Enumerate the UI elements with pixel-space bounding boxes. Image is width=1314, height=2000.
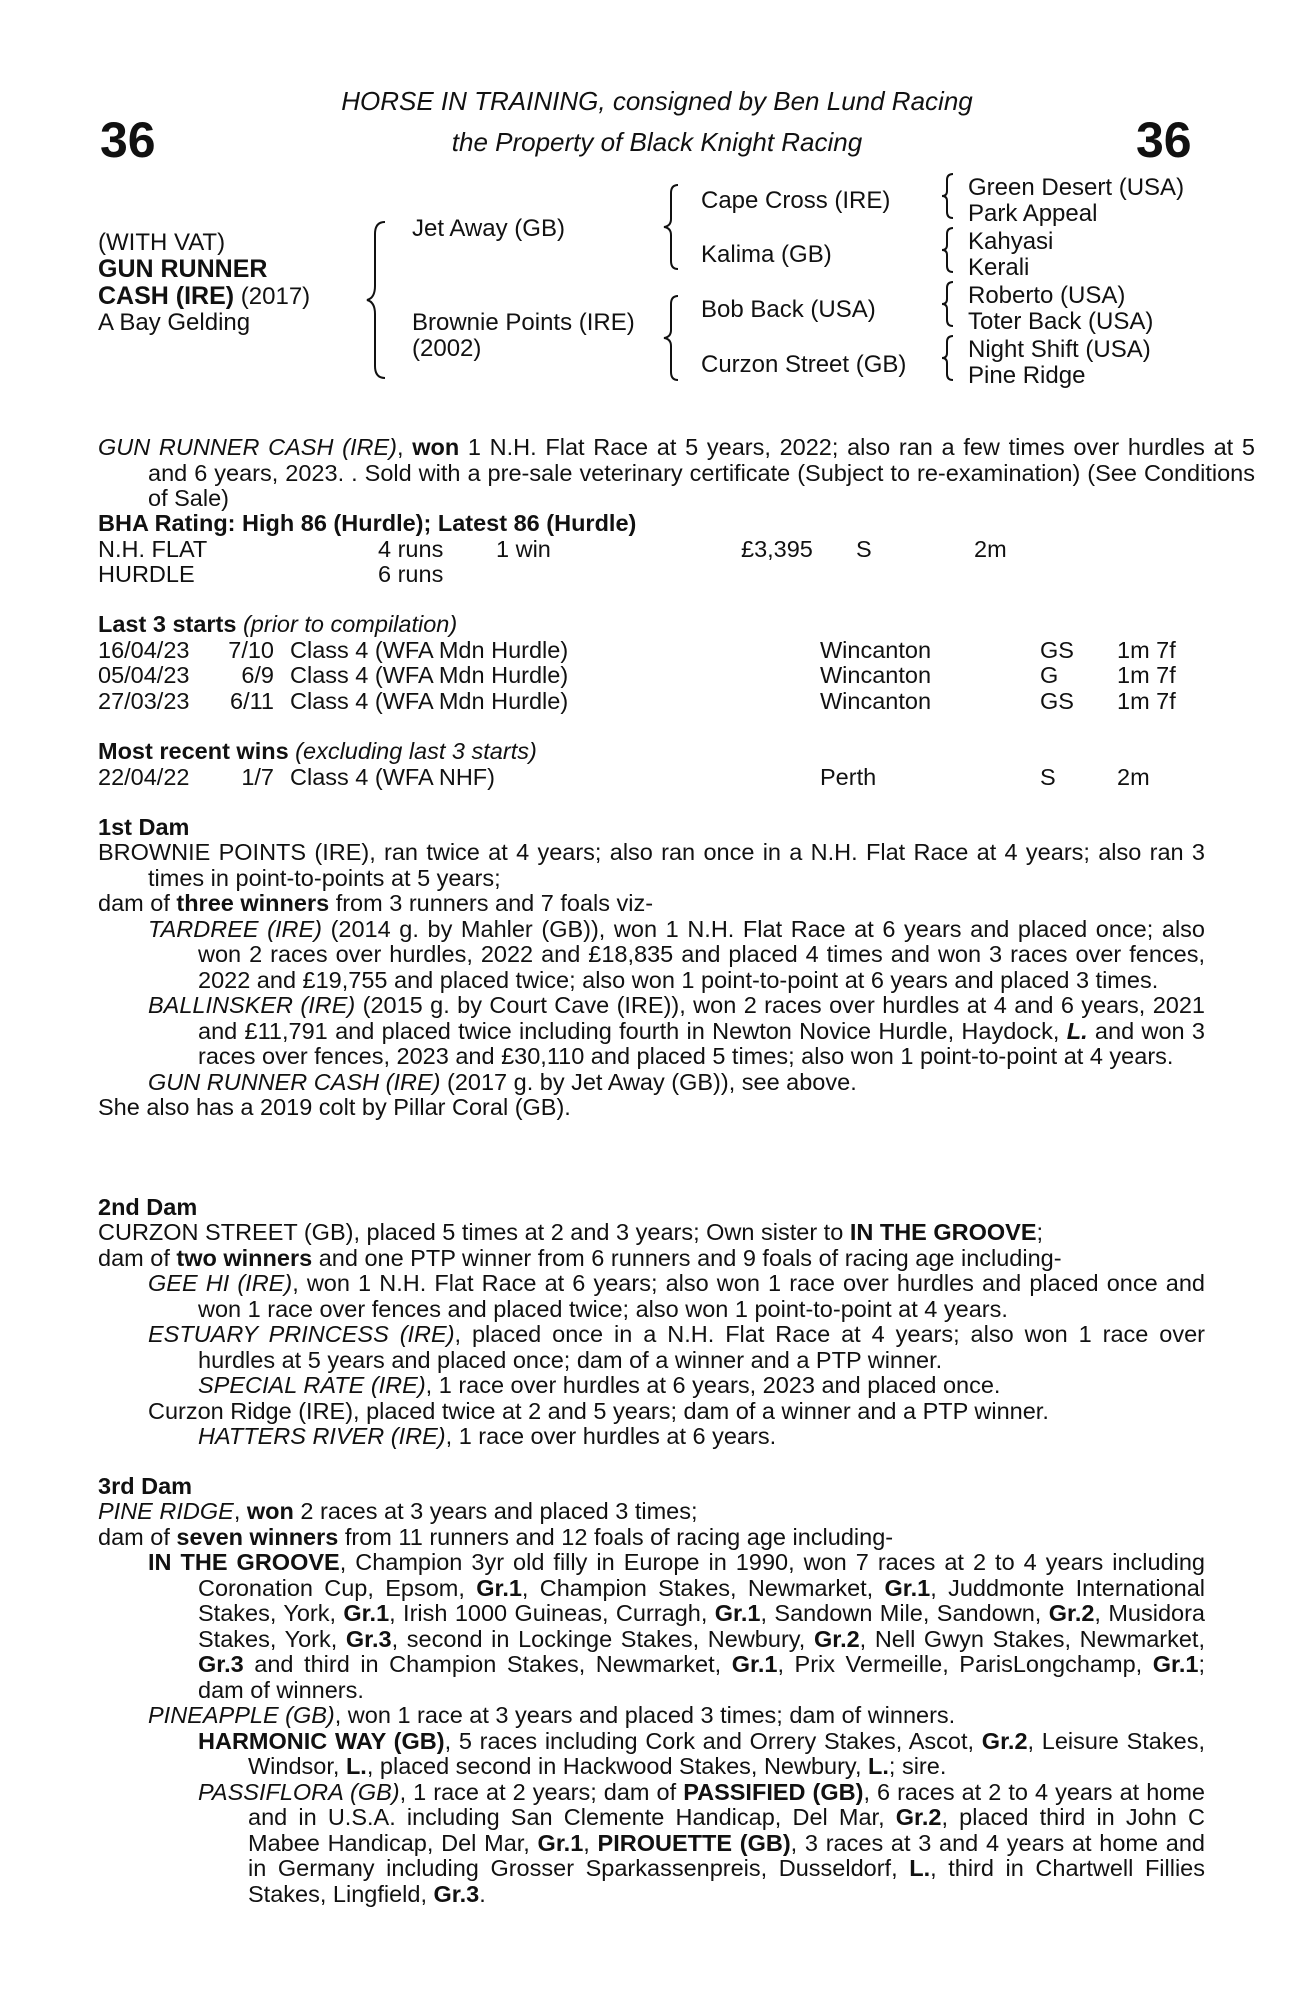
dam-dam: Curzon Street (GB) xyxy=(701,351,907,378)
dam-dam-dam: Pine Ridge xyxy=(968,362,1086,389)
dam: Brownie Points (IRE) xyxy=(412,309,635,336)
dam3-body: PINE RIDGE, won 2 races at 3 years and placed 3 times; dam of seven winners from 11 runners and 12 foals of racing age including- IN THE GROOVE, Champion 3yr old filly in Europe in 1990, won 7 races at 2 to 4 years including Coronation Cup, Epsom, Gr.1, Champion Stakes, Newmarket, Gr.1, Juddmonte International Stakes, York, Gr.1, Irish 1000 Guineas, Curragh, Gr.1, Sandown Mile, Sandown, Gr.2, Musidora Stakes, York, Gr.3, second in Lockinge Stakes, Newbury, Gr.2, Nell Gwyn Stakes, Newmarket, Gr.3 and third in Champion Stakes, Newmarket, Gr.1, Prix Vermeille, ParisLongchamp, Gr.1; dam of winners. PINEAPPLE (GB), won 1 race at 3 years and placed 3 times; dam of winners. HARMONIC WAY (GB), 5 races including Cork and Orrery Stakes, Ascot, Gr.2, Leisure Stakes, Windsor, L., placed second in Hackwood Stakes, Newbury, L.; sire. PASSIFLORA (GB), 1 race at 2 years; dam of PASSIFIED (GB), 6 races at 2 to 4 years at home and in U.S.A. including San Clemente Handicap, Del Mar, Gr.2, placed third in John C Mabee Handicap, Del Mar, Gr.1, PIROUETTE (GB), 3 races at 3 and 4 years at home and in Germany including Grosser Sparkassenpreis, Dusseldorf, L., third in Chartwell Fillies Stakes, Lingfield, Gr.3. xyxy=(98,1498,1206,1907)
last3-row: 16/04/23 7/10 Class 4 (WFA Mdn Hurdle) Wincanton GS 1m 7f xyxy=(98,637,1176,663)
sire-dam-dam: Kerali xyxy=(968,254,1030,281)
produce-passiflora: PASSIFLORA (GB), 1 race at 2 years; dam of PASSIFIED (GB), 6 races at 2 to 4 years at home and in U.S.A. including San Clemente Handicap, Del Mar, Gr.2, placed third in John C Mabee Handicap, Del Mar, Gr.1, PIROUETTE (GB), 3 races at 3 and 4 years at home and in Germany including Grosser Sparkassenpreis, Dusseldorf, L., third in Chartwell Fillies Stakes, Lingfield, Gr.3. xyxy=(198,1778,1206,1907)
horse-description: A Bay Gelding xyxy=(98,309,251,336)
pedigree-brace-3 xyxy=(662,294,682,382)
dam2-heading: 2nd Dam xyxy=(98,1194,198,1220)
sire-sire: Cape Cross (IRE) xyxy=(701,187,891,214)
pedigree-brace-2 xyxy=(662,183,682,271)
produce-ballinsker: BALLINSKER (IRE) (2015 g. by Court Cave (IRE)), won 2 races over hurdles at 4 and 6 years, 2021 and £11,791 and placed twice including fourth in Newton Novice Hurdle, Haydock, L. and won 3 races over fences, 2023 and £30,110 and placed 5 times; also won 1 point-to-point at 4 years. xyxy=(148,992,1205,1069)
pedigree-brace-6 xyxy=(940,280,956,328)
produce-gee-hi: GEE HI (IRE), won 1 N.H. Flat Race at 6 years; also won 1 race over hurdles and placed once and won 1 race over fences and placed twice; also won 1 point-to-point at 4 years. xyxy=(148,1270,1205,1322)
lot-number-left: 36 xyxy=(100,112,156,168)
race-summary: GUN RUNNER CASH (IRE), won 1 N.H. Flat Race at 5 years, 2022; also ran a few times over hurdles at 5 and 6 years, 2023. . Sold with a pre-sale veterinary certificate (Subject to re-examination) (See Conditions of Sale) xyxy=(98,434,1255,511)
vat-note: (WITH VAT) xyxy=(98,229,226,256)
last3-row: 27/03/23 6/11 Class 4 (WFA Mdn Hurdle) Wincanton GS 1m 7f xyxy=(98,688,1176,714)
produce-hatters-river: HATTERS RIVER (IRE), 1 race over hurdles at 6 years. xyxy=(198,1423,777,1449)
sire: Jet Away (GB) xyxy=(412,215,565,242)
dam3-heading: 3rd Dam xyxy=(98,1473,193,1499)
recent-wins-heading: Most recent wins (excluding last 3 starts) xyxy=(98,738,537,764)
produce-gun-runner-cash: GUN RUNNER CASH (IRE) (2017 g. by Jet Away (GB)), see above. xyxy=(148,1068,857,1095)
recent-win-row: 22/04/22 1/7 Class 4 (WFA NHF) Perth S 2m xyxy=(98,764,1150,790)
record-row: HURDLE 6 runs xyxy=(98,561,444,587)
dam1-body: BROWNIE POINTS (IRE), ran twice at 4 years; also ran once in a N.H. Flat Race at 4 years; also ran 3 times in point-to-points at 5 years; dam of three winners from 3 runners and 7 foals viz- TARDREE (IRE) (2014 g. by Mahler (GB)), won 1 N.H. Flat Race at 6 years and placed once; also won 2 races over hurdles, 2022 and £18,835 and placed 4 times and won 3 races over fences, 2022 and £19,755 and placed twice; also won 1 point-to-point at 6 years and placed 3 times. BALLINSKER (IRE) (2015 g. by Court Cave (IRE)), won 2 races over hurdles at 4 and 6 years, 2021 and £11,791 and placed twice including fourth in Newton Novice Hurdle, Haydock, L. and won 3 races over fences, 2023 and £30,110 and placed 5 times; also won 1 point-to-point at 4 years. GUN RUNNER CASH (IRE) (2017 g. by Jet Away (GB)), see above. She also has a 2019 colt by Pillar Coral (GB). xyxy=(98,839,1205,1120)
header-property: the Property of Black Knight Racing xyxy=(451,127,863,157)
header-consignor: HORSE IN TRAINING, consigned by Ben Lund Racing xyxy=(341,86,973,116)
dam-dam-sire: Night Shift (USA) xyxy=(968,336,1151,363)
last3-row: 05/04/23 6/9 Class 4 (WFA Mdn Hurdle) Wincanton G 1m 7f xyxy=(98,662,1176,688)
pedigree-brace-5 xyxy=(940,226,956,274)
sire-sire-sire: Green Desert (USA) xyxy=(968,174,1185,201)
record-row: N.H. FLAT 4 runs 1 win £3,395 S 2m xyxy=(98,536,1007,562)
lot-number-right: 36 xyxy=(1136,112,1192,168)
last3-heading: Last 3 starts (prior to compilation) xyxy=(98,611,458,637)
dam-year: (2002) xyxy=(412,335,482,362)
pedigree-brace-7 xyxy=(940,334,956,382)
produce-estuary-princess: ESTUARY PRINCESS (IRE), placed once in a N.H. Flat Race at 4 years; also won 1 race over hurdles at 5 years and placed once; dam of a winner and a PTP winner. xyxy=(148,1321,1205,1373)
dam-sire-dam: Toter Back (USA) xyxy=(968,308,1154,335)
produce-in-the-groove: IN THE GROOVE, Champion 3yr old filly in Europe in 1990, won 7 races at 2 to 4 years including Coronation Cup, Epsom, Gr.1, Champion Stakes, Newmarket, Gr.1, Juddmonte International Stakes, York, Gr.1, Irish 1000 Guineas, Curragh, Gr.1, Sandown Mile, Sandown, Gr.2, Musidora Stakes, York, Gr.3, second in Lockinge Stakes, Newbury, Gr.2, Nell Gwyn Stakes, Newmarket, Gr.3 and third in Champion Stakes, Newmarket, Gr.1, Prix Vermeille, ParisLongchamp, Gr.1; dam of winners. xyxy=(148,1549,1205,1703)
sire-sire-dam: Park Appeal xyxy=(968,200,1098,227)
dam-sire-sire: Roberto (USA) xyxy=(968,282,1126,309)
produce-harmonic-way: HARMONIC WAY (GB), 5 races including Cork and Orrery Stakes, Ascot, Gr.2, Leisure Stakes, Windsor, L., placed second in Hackwood Stakes, Newbury, L.; sire. xyxy=(198,1727,1205,1779)
sire-dam: Kalima (GB) xyxy=(701,241,832,268)
pedigree-brace-1 xyxy=(365,220,389,380)
sire-dam-sire: Kahyasi xyxy=(968,228,1054,255)
dam2-body: CURZON STREET (GB), placed 5 times at 2 and 3 years; Own sister to IN THE GROOVE; dam of two winners and one PTP winner from 6 runners and 9 foals of racing age including- GEE HI (IRE), won 1 N.H. Flat Race at 6 years; also won 1 race over hurdles and placed once and won 1 race over fences and placed twice; also won 1 point-to-point at 4 years. ESTUARY PRINCESS (IRE), placed once in a N.H. Flat Race at 4 years; also won 1 race over hurdles at 5 years and placed once; dam of a winner and a PTP winner. SPECIAL RATE (IRE), 1 race over hurdles at 6 years, 2023 and placed once. Curzon Ridge (IRE), placed twice at 2 and 5 years; dam of a winner and a PTP winner. HATTERS RIVER (IRE), 1 race over hurdles at 6 years. xyxy=(98,1219,1205,1449)
dam-sire: Bob Back (USA) xyxy=(701,296,876,323)
dam1-heading: 1st Dam xyxy=(98,814,190,840)
horse-name-line2: CASH (IRE) (2017) xyxy=(98,282,311,310)
bha-rating: BHA Rating: High 86 (Hurdle); Latest 86 (Hurdle) xyxy=(98,510,637,536)
produce-special-rate: SPECIAL RATE (IRE), 1 race over hurdles at 6 years, 2023 and placed once. xyxy=(198,1372,1001,1398)
pedigree-brace-4 xyxy=(940,172,956,220)
produce-pineapple: PINEAPPLE (GB), won 1 race at 3 years and placed 3 times; dam of winners. xyxy=(148,1702,956,1728)
produce-tardree: TARDREE (IRE) (2014 g. by Mahler (GB)), won 1 N.H. Flat Race at 6 years and placed once; also won 2 races over hurdles, 2022 and £18,835 and placed 4 times and won 3 races over fences, 2022 and £19,755 and placed twice; also won 1 point-to-point at 6 years and placed 3 times. xyxy=(148,915,1205,993)
horse-name-line1: GUN RUNNER xyxy=(98,255,268,283)
